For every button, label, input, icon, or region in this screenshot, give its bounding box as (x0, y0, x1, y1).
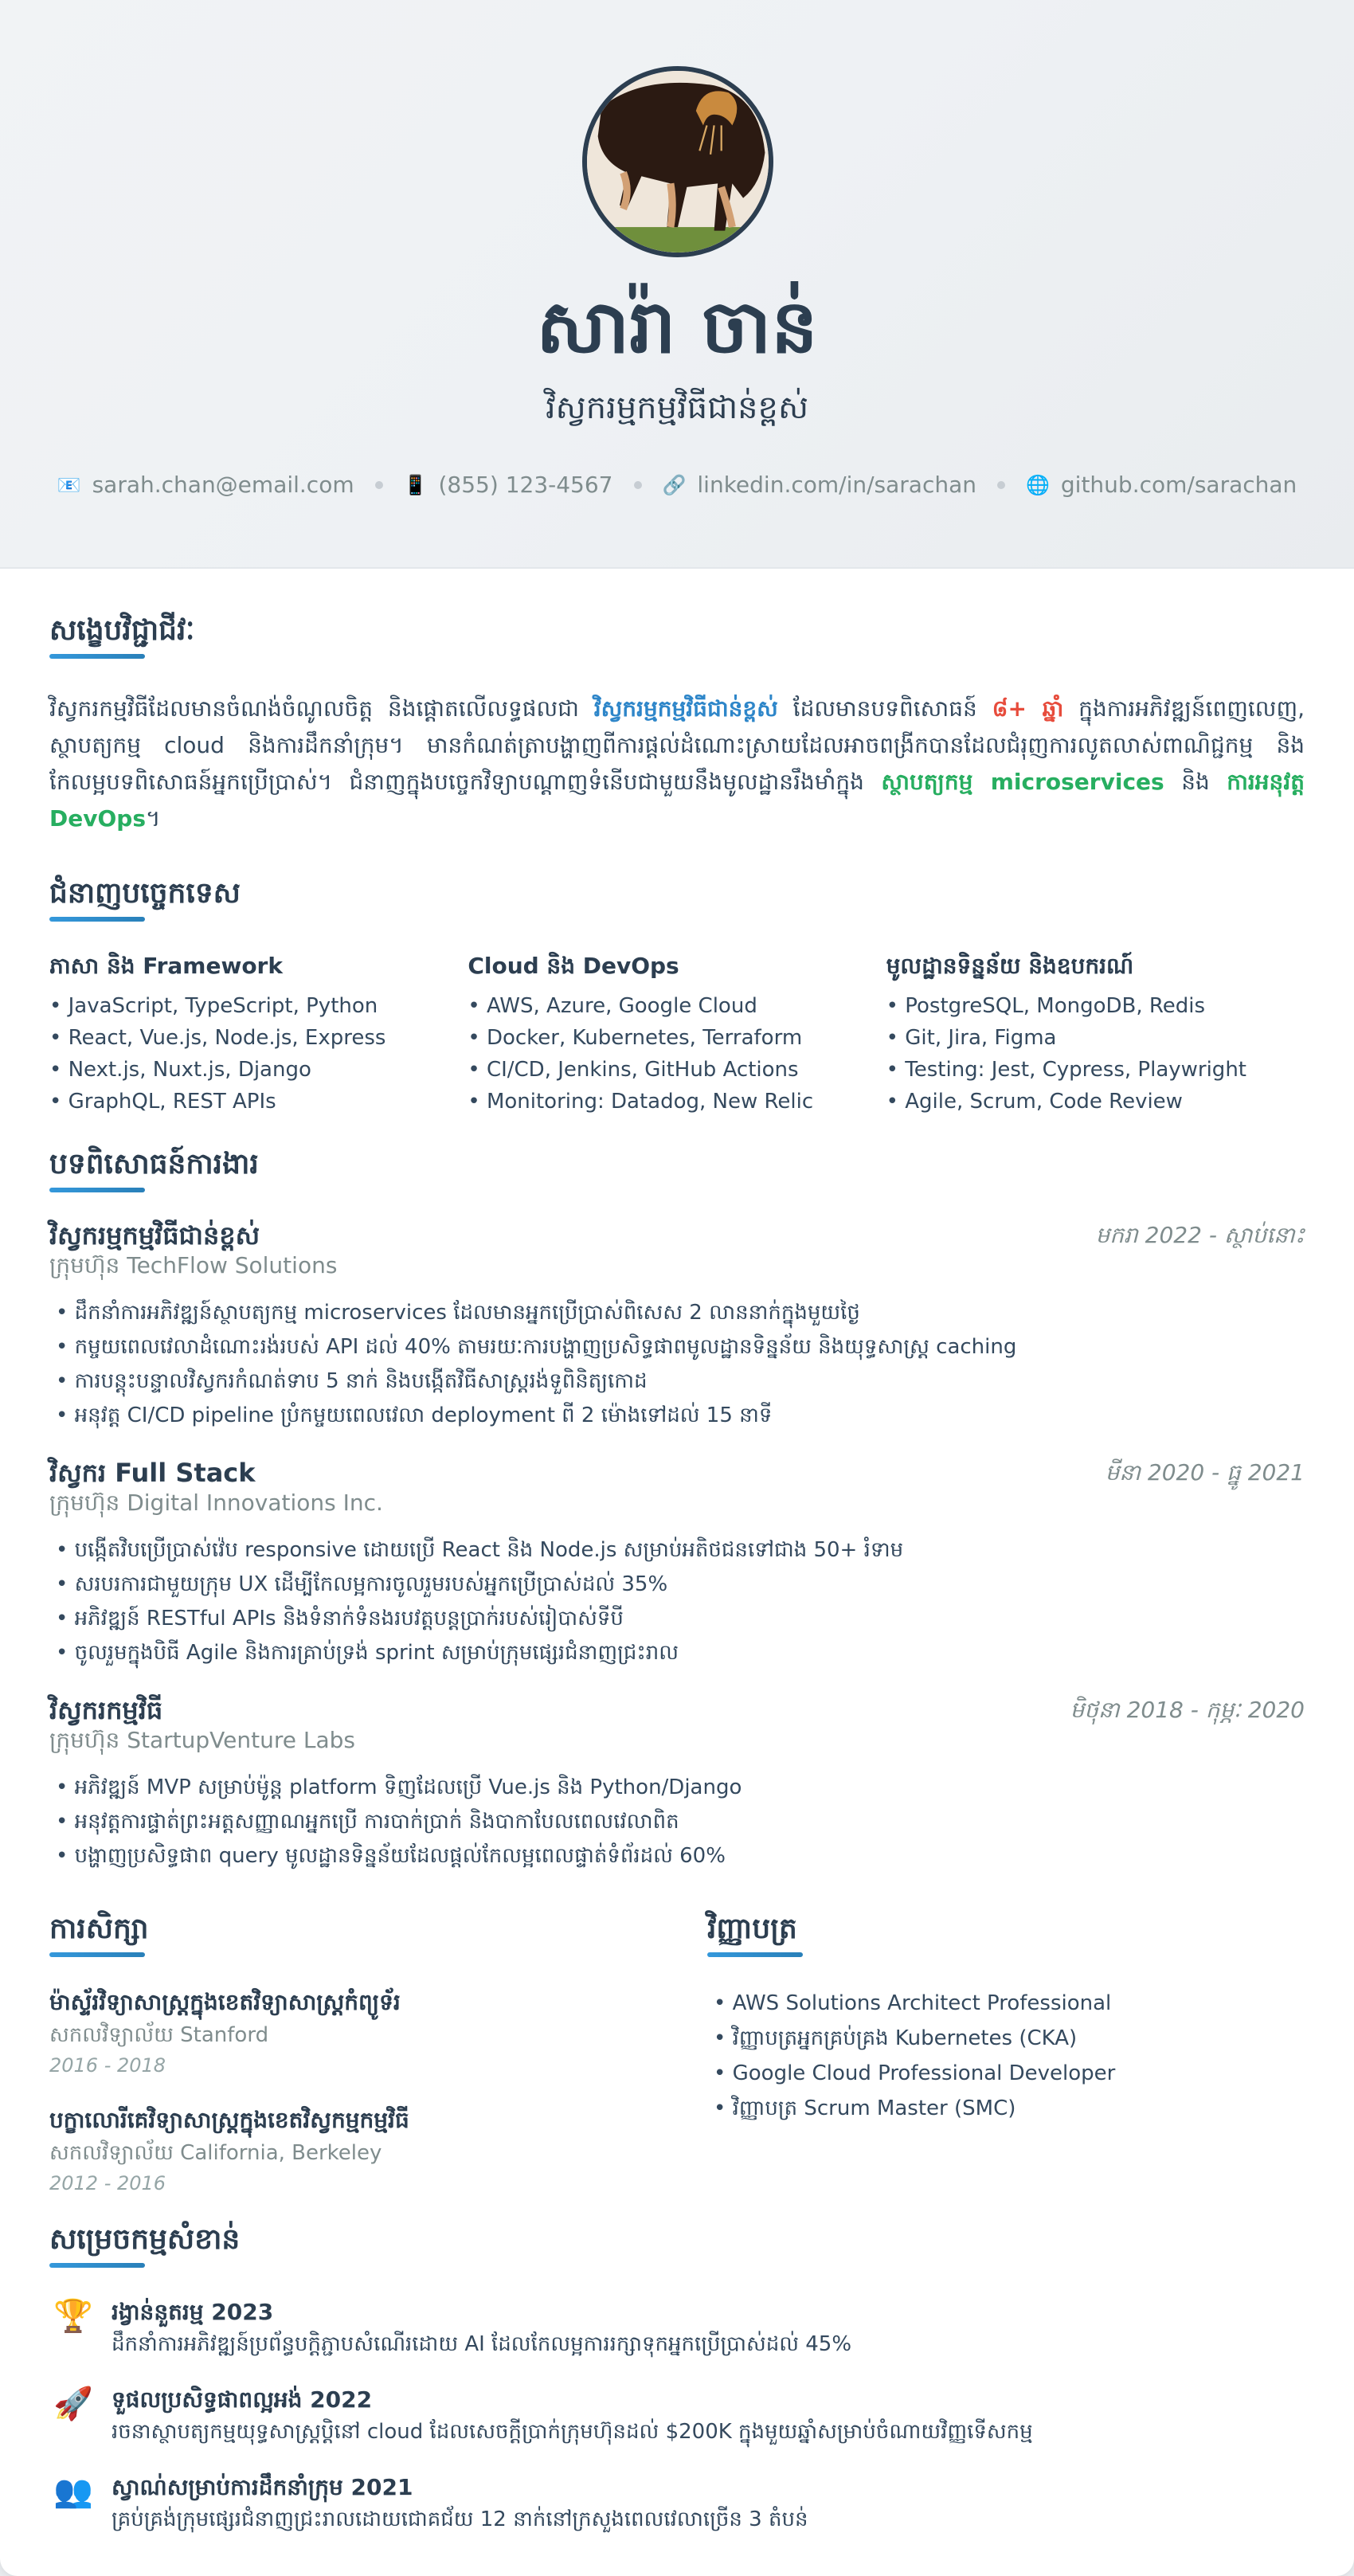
job-title: វិស្វករកម្មវិធី (49, 1695, 163, 1726)
skill-item: • JavaScript, TypeScript, Python (49, 990, 468, 1022)
job-date: មិថុនា 2018 - កុម្ភៈ 2020 (1070, 1697, 1305, 1724)
summary-part: និង (1164, 769, 1227, 796)
achievement-title: ទួផលប្រសិទ្ធផាពល្អអង់ 2022 (112, 2386, 373, 2414)
summary-part: ក្នុងការអភិវឌ្ឍន៍ពេញលេញ, ស្ថាបត្យកម្ម cloud និងការដឹកនាំក្រុម។ មានកំណត់ត្រាបង្ហាញពីការផ្តល់ដំណោះស្រាយដែលអាចពង្រីកបានដែលជំរុញការលូតលាស់ពាណិជ្ជកម្ម និងកែលម្អបទពិសោធន៍អ្នកប្រើប្រាស់។ ជំនាញក្នុងបច្ចេកវិទ្យាបណ្តាញទំនើបជាមួយនឹងមូលដ្ឋានរឹងមាំក្នុង (49, 695, 1305, 796)
achievement-desc: គ្រប់គ្រង់ក្រុមផ្សេរជំនាញជ្រះរាលដោយជោគជ័យ 12 នាក់នៅក្រសួងពេលវេលាច្រើន 3 តំបន់ (112, 2507, 808, 2532)
skill-column-title: Cloud និង DevOps (468, 953, 679, 980)
separator-dot (375, 481, 383, 489)
certifications-heading: វិញ្ញាបត្រ (707, 1912, 797, 1957)
globe-icon: 🌐 (1026, 473, 1050, 496)
contact-linkedin-text[interactable]: linkedin.com/in/sarachan (697, 472, 976, 498)
skill-column-title: មូលដ្ឋានទិន្នន័យ និងឧបករណ៍ (886, 953, 1134, 980)
skill-item: • AWS, Azure, Google Cloud (468, 990, 886, 1022)
job-entry (49, 1219, 1305, 1433)
cert-list (707, 1986, 1313, 2126)
skill-item: • Next.js, Nuxt.js, Django (49, 1054, 468, 1086)
skill-item: • GraphQL, REST APIs (49, 1086, 468, 1118)
edu-degree: បក្ខាលោរីគេវិទ្យាសាស្ត្រក្នុងខេតវិស្វកម្មកម្មវិធី (49, 2107, 409, 2134)
skill-item: • CI/CD, Jenkins, GitHub Actions (468, 1054, 886, 1086)
candidate-title: វិស្វករម្មកម្មវិធីជាន់ខ្ពស់ (545, 390, 809, 426)
summary-part: ដែលមានបទពិសោធន៍ (777, 695, 992, 722)
job-bullet: • បង្ហាញប្រសិទ្ធផាព query មូលដ្ឋានទិន្នន័យដែលផ្តល់កែលម្អពេលផ្ទាត់ទំព័រដល់ 60% (49, 1839, 1305, 1873)
contact-email[interactable] (57, 472, 354, 498)
edu-degree: ម៉ាស្ទ័រវិទ្យាសាស្ត្រក្នុងខេតវិទ្យាសាស្ត្រកំព្យូទ័រ (49, 1989, 401, 2016)
summary-part: ។ (146, 805, 161, 832)
education-section (49, 1912, 655, 2198)
avatar (582, 66, 773, 257)
skill-item: • Git, Jira, Figma (886, 1022, 1305, 1054)
email-icon: 📧 (57, 473, 81, 496)
job-bullet: • អភិវឌ្ឍន៍ MVP សម្រាប់ម៉ូន្ត platform ទិញដែលប្រើ Vue.js និង Python/Django (49, 1771, 1305, 1805)
education-entry (49, 1986, 655, 2080)
job-entry (49, 1457, 1305, 1670)
job-bullet: • ការបន្តុះបន្ទាលវិស្វករកំណត់ទាប 5 នាក់ និងបង្កើតវិធីសាស្ត្ររង់ទួពិនិត្យកោដ (49, 1364, 1305, 1399)
separator-dot (634, 481, 642, 489)
cert-item: • Google Cloud Professional Developer (707, 2056, 1313, 2091)
summary-text (49, 691, 1305, 837)
skill-column-languages (49, 950, 468, 1118)
summary-highlight-role: វិស្វករម្មកម្មវិធីជាន់ខ្ពស់ (593, 695, 778, 722)
job-company: ក្រុមហ៊ុន TechFlow Solutions (49, 1252, 338, 1279)
job-bullet: • អនុវត្តការផ្ទាត់ព្រះអត្តសញ្ញាណអ្នកប្រើ ការបាក់ប្រាក់ និងបាកាបែលពេលវេលាពិត (49, 1805, 1305, 1839)
job-date: មីនា 2020 - ធ្នូ 2021 (1105, 1459, 1305, 1486)
job-company: ក្រុមហ៊ុន StartupVenture Labs (49, 1727, 355, 1754)
summary-highlight-years: ៨+ ឆ្នាំ (992, 695, 1064, 722)
skill-item: • Monitoring: Datadog, New Relic (468, 1086, 886, 1118)
skill-item: • Docker, Kubernetes, Terraform (468, 1022, 886, 1054)
skills-grid (49, 950, 1305, 1118)
summary-section (49, 613, 1305, 837)
achievement-entry (49, 2296, 1305, 2360)
contact-phone-text[interactable]: (855) 123-4567 (438, 472, 613, 498)
cert-item: • វិញ្ញាបត្រ Scrum Master (SMC) (707, 2091, 1313, 2126)
edu-school: សកលវិទ្យាល័យ California, Berkeley (49, 2141, 382, 2166)
skill-column-databases (886, 950, 1305, 1118)
achievement-desc: រចនាស្ថាបត្យកម្មយុទ្ធសាស្ត្រប្តិនៅ cloud ដែលសេចក្តីប្រាក់ក្រុមហ៊ុនដល់ $200K ក្នុងមួយឆ្នាំសម្រាប់ចំណាយវិញ្ញទើសកម្ម (112, 2420, 1033, 2445)
skill-item: • React, Vue.js, Node.js, Express (49, 1022, 468, 1054)
cert-item: • AWS Solutions Architect Professional (707, 1986, 1313, 2021)
job-bullet: • កម្ចយពេលវេលាដំណោះរង់របស់ API ដល់ 40% តាមរយៈការបង្ហាញប្រសិទ្ធផាពមូលដ្ឋានទិន្នន័យ និងយុទ្ធសាស្ត្រ caching (49, 1330, 1305, 1364)
job-bullet: • បង្កើតវិបប្រើប្រាស់វ៉េប responsive ដោយប្រើ React និង Node.js សម្រាប់អតិថជនទៅជាង 50+ រំទាម (49, 1533, 1305, 1568)
achievement-desc: ដឹកនាំការអភិវឌ្ឍន៍ប្រព័ន្ធបក្តិភ្ជាបសំណើរដោយ AI ដែលកែលម្អការរក្សាទុកអ្នកប្រើប្រាស់ដល់ 45% (112, 2332, 852, 2357)
job-date: មករា 2022 - ស្ថាប់នោះ (1095, 1222, 1305, 1249)
job-bullet: • អភិវឌ្ឍន៍ RESTful APIs និងទំនាក់ទំនងរបវត្តបន្តប្រាក់របស់រៀបាស់ទីបី (49, 1602, 1305, 1636)
contact-github-text[interactable]: github.com/sarachan (1060, 472, 1297, 498)
summary-highlight-microservices: ស្ថាបត្យកម្ម microservices (881, 769, 1164, 796)
skill-item: • PostgreSQL, MongoDB, Redis (886, 990, 1305, 1022)
experience-heading: បទពិសោធន៍ការងារ (49, 1147, 259, 1192)
link-icon: 🔗 (662, 473, 687, 496)
job-title: វិស្វករម្មកម្មវិធីជាន់ខ្ពស់ (49, 1220, 260, 1251)
achievement-entry (49, 2472, 1305, 2535)
contact-github[interactable] (1026, 472, 1297, 498)
contact-email-text[interactable]: sarah.chan@email.com (92, 472, 354, 498)
skill-column-title: ភាសា និង Framework (49, 953, 283, 980)
skill-item: • Agile, Scrum, Code Review (886, 1086, 1305, 1118)
certifications-section (707, 1912, 1313, 2126)
team-icon: 👥 (53, 2473, 93, 2511)
rocket-icon: 🚀 (53, 2386, 93, 2423)
skill-column-cloud (468, 950, 886, 1118)
contact-bar (0, 472, 1354, 498)
job-bullet: • ដឹកនាំការអភិវឌ្ឍន៍ស្ថាបត្យកម្ម microservices ដែលមានអ្នកប្រើប្រាស់ពិសេស 2 លាននាក់ក្នុងមួយថ្ងៃ (49, 1296, 1305, 1330)
edu-school: សកលវិទ្យាល័យ Stanford (49, 2023, 269, 2048)
phone-icon: 📱 (403, 473, 428, 496)
resume-header (0, 0, 1354, 569)
job-bullet: • សរបរការជាមួយក្រុម UX ដើម្បីកែលម្អការចូលរួមរបស់អ្នកប្រើប្រាស់ដល់ 35% (49, 1568, 1305, 1602)
summary-highlight-devops: ការអនុវត្ត DevOps (49, 769, 1305, 832)
candidate-name: សារ៉ា ចាន់ (536, 284, 818, 370)
experience-section (49, 1147, 1305, 1873)
skills-section (49, 876, 1305, 1118)
achievements-heading: សម្រេចកម្មសំខាន់ (49, 2222, 240, 2268)
summary-heading: សង្ខេបវិជ្ជាជីវៈ (49, 613, 194, 659)
separator-dot (997, 481, 1005, 489)
skill-item: • Testing: Jest, Cypress, Playwright (886, 1054, 1305, 1086)
summary-part: វិស្វករកម្មវិធីដែលមានចំណង់ចំណូលចិត្ត និងផ្តោតលើលទ្ធផលជា (49, 695, 594, 722)
trophy-icon: 🏆 (53, 2298, 93, 2335)
job-entry (49, 1694, 1305, 1873)
contact-linkedin[interactable] (663, 472, 977, 498)
achievement-title: ស្វាណ់សម្រាប់ការដឹកនាំក្រុម 2021 (112, 2474, 413, 2501)
job-bullet: • ចូលរួមក្នុងបិធី Agile និងការគ្រាប់ទ្រង់ sprint សម្រាប់ក្រុមផ្សេរជំនាញជ្រះរាល (49, 1636, 1305, 1670)
achievement-entry (49, 2384, 1305, 2448)
achievements-section (49, 2222, 1305, 2535)
job-bullet: • អនុវត្ត CI/CD pipeline ប្រំកម្ចយពេលវេលា deployment ពី 2 ម៉ោងទៅដល់ 15 នាទី (49, 1399, 1305, 1433)
edu-years: 2016 - 2018 (49, 2054, 166, 2077)
skills-heading: ជំនាញបច្ចេកទេស (49, 876, 241, 922)
education-entry (49, 2104, 655, 2198)
contact-phone[interactable] (404, 472, 613, 498)
achievement-title: រង្វាន់នួតរម្ម 2023 (112, 2299, 274, 2326)
job-title: វិស្វករ Full Stack (49, 1458, 256, 1489)
education-heading: ការសិក្សា (49, 1912, 148, 1957)
job-company: ក្រុមហ៊ុន Digital Innovations Inc. (49, 1490, 383, 1517)
edu-years: 2012 - 2016 (49, 2172, 166, 2195)
cert-item: • វិញ្ញាបត្រអ្នកគ្រប់គ្រង Kubernetes (CKA) (707, 2021, 1313, 2056)
avatar-buffalo-image (587, 71, 769, 253)
